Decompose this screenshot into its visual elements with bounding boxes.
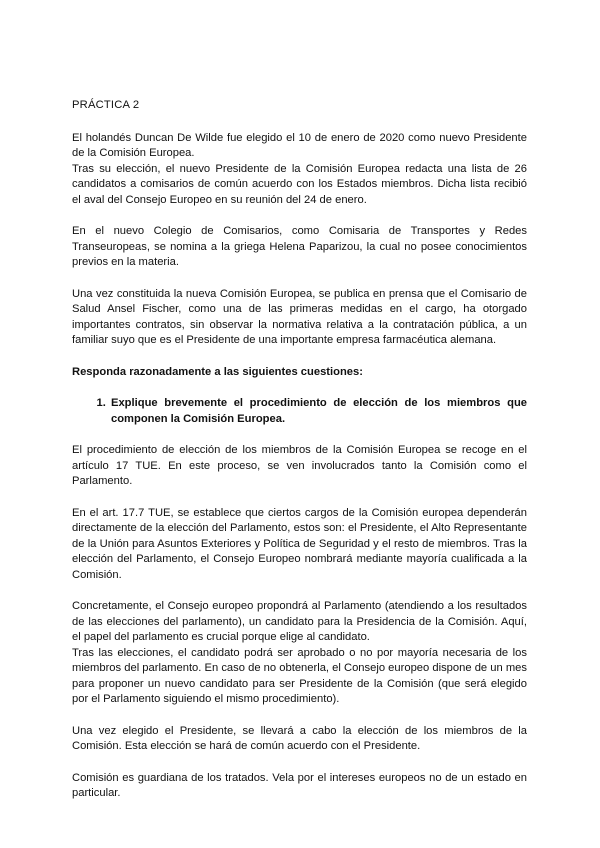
answer-paragraph: En el art. 17.7 TUE, se establece que ciertos cargos de la Comisión europea dependerán directamente de la elección del Parlamento, estos son: el Presidente, el Alto Representante de la Unión para Asuntos Exteriores y Política de Seguridad y el resto de miembros. Tras la elección del Parlamento, el Consejo Europeo nombrará mediante mayoría cualificada a la Comisión. [72,506,527,581]
document-body [72,98,527,818]
case-paragraph: Tras su elección, el nuevo Presidente de la Comisión Europea redacta una lista de 26 candidatos a comisarios de común acuerdo con los Estados miembros. Dicha lista recibió el aval del Consejo Europeo en su reunión del 24 de enero. [72,162,527,206]
answer-paragraph: Comisión es guardiana de los tratados. Vela por el intereses europeos no de un estado en particular. [72,771,527,799]
document-title: PRÁCTICA 2 [72,99,140,111]
case-paragraph: Una vez constituida la nueva Comisión Europea, se publica en prensa que el Comisario de Salud Ansel Fischer, como una de las primeras medidas en el cargo, ha otorgado importantes contratos, sin observar la normativa relativa a la contratación pública, a un familiar suyo que es el Presidente de una importante empresa farmacéutica alemana. [72,287,527,346]
instructions-heading: Responda razonadamente a las siguientes cuestiones: [72,365,363,378]
case-paragraph: El holandés Duncan De Wilde fue elegido el 10 de enero de 2020 como nuevo Presidente de la Comisión Europea. [72,131,527,159]
answer-paragraph: Una vez elegido el Presidente, se llevará a cabo la elección de los miembros de la Comisión. Esta elección se hará de común acuerdo con el Presidente. [72,724,527,752]
answer-paragraph: Tras las elecciones, el candidato podrá ser aprobado o no por mayoría necesaria de los miembros del parlamento. En caso de no obtenerla, el Consejo europeo dispone de un mes para proponer un nuevo candidato para ser Presidente de la Comisión (que será elegido por el Parlamento siguiendo el mismo procedimiento). [72,646,527,705]
question-item: 1. Explique brevemente el procedimiento de elección de los miembros que componen la Comisión Europea. [109,396,527,427]
answer-paragraph: El procedimiento de elección de los miembros de la Comisión Europea se recoge en el artículo 17 TUE. En este proceso, se ven involucrados tanto la Comisión como el Parlamento. [72,444,527,487]
answer-paragraph: Concretamente, el Consejo europeo propondrá al Parlamento (atendiendo a los resultados de las elecciones del parlamento), un candidato para la Presidencia de la Comisión. Aquí, el papel del parlamento es crucial porque elige al candidato. [72,600,527,643]
case-paragraph: En el nuevo Colegio de Comisarios, como Comisaria de Transportes y Redes Transeuropeas, se nomina a la griega Helena Paparizou, la cual no posee conocimientos previos en la materia. [72,225,527,268]
questions-list [72,396,527,427]
